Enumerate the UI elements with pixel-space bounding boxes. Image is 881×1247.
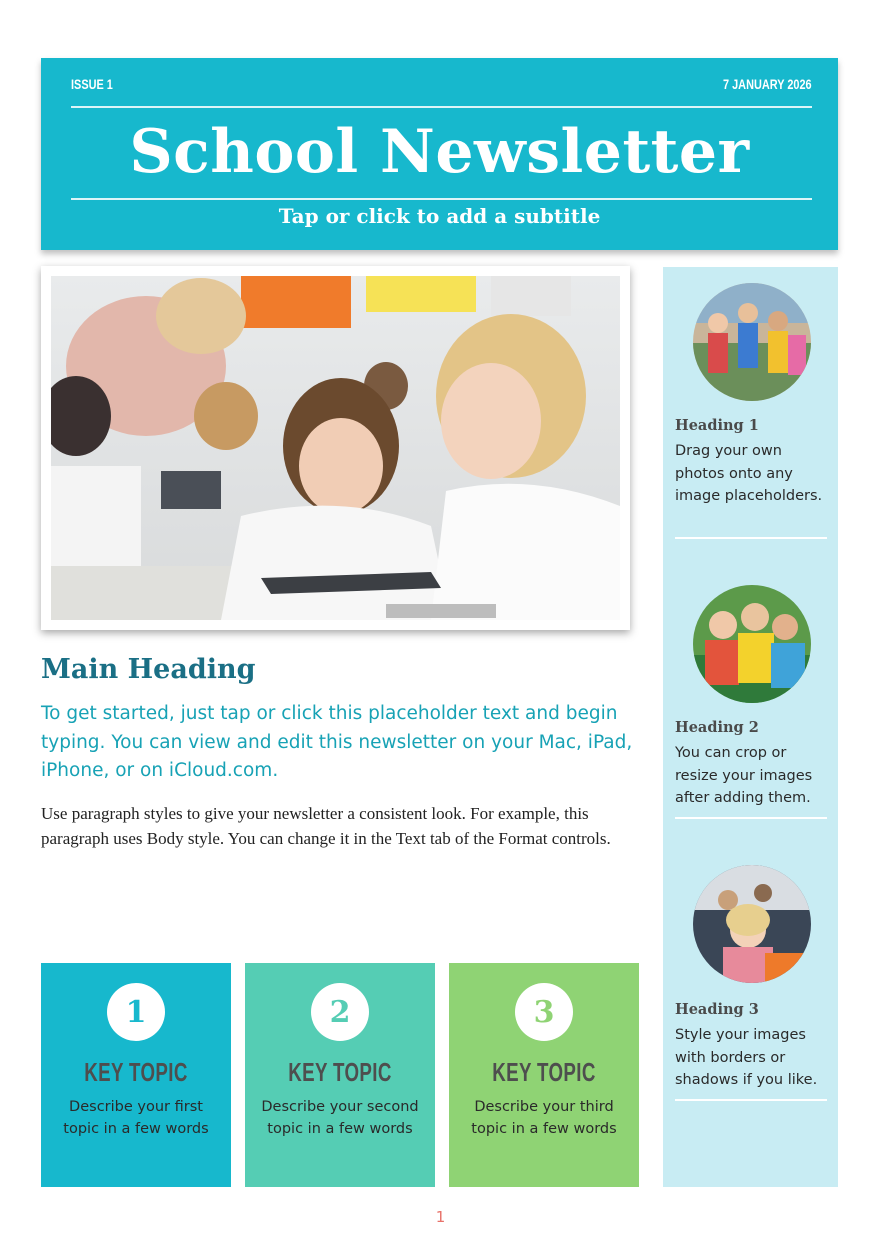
sidebar-divider-2 <box>675 817 827 819</box>
page-number: 1 <box>435 1208 446 1226</box>
sidebar-text-2[interactable]: You can crop or resize your images after adding them. <box>675 745 813 806</box>
main-heading[interactable]: Main Heading <box>41 654 256 685</box>
topic-title-3[interactable]: KEY TOPIC <box>492 1057 596 1087</box>
sidebar-text-1[interactable]: Drag your own photos onto any image placeholders. <box>675 443 823 504</box>
key-topic-3[interactable] <box>449 963 639 1187</box>
topic-title-1[interactable]: KEY TOPIC <box>84 1057 188 1087</box>
topic-number-2: 2 <box>311 983 369 1041</box>
issue-date[interactable]: 7 JANUARY 2026 <box>723 76 812 92</box>
kids-playground-photo <box>693 585 811 703</box>
sidebar-divider-3 <box>675 1099 827 1101</box>
sidebar-text-3[interactable]: Style your images with borders or shadows if you like. <box>675 1027 818 1088</box>
classroom-student-photo <box>693 865 811 983</box>
key-topic-2[interactable] <box>245 963 435 1187</box>
classroom-photo <box>51 276 620 620</box>
topic-description-3[interactable]: Describe your third topic in a few words <box>471 1099 617 1137</box>
sidebar-photo-3[interactable] <box>693 865 811 983</box>
topic-description-2[interactable]: Describe your second topic in a few words <box>261 1099 419 1137</box>
sidebar-divider-1 <box>675 537 827 539</box>
topic-description-1[interactable]: Describe your first topic in a few words <box>63 1099 209 1137</box>
masthead-bottom-rule <box>71 198 812 200</box>
sidebar-photo-1[interactable] <box>693 283 811 401</box>
sidebar-heading-3[interactable]: Heading 3 <box>675 1001 759 1018</box>
kids-group-photo <box>693 283 811 401</box>
sidebar <box>663 267 838 1187</box>
main-body-text[interactable]: Use paragraph styles to give your newsletter a consistent look. For example, this paragraph uses Body style. You can change it in the Text tab of the Format controls. <box>41 804 611 848</box>
sidebar-heading-2[interactable]: Heading 2 <box>675 719 759 736</box>
sidebar-heading-1[interactable]: Heading 1 <box>675 417 759 434</box>
key-topic-1[interactable] <box>41 963 231 1187</box>
main-intro-text[interactable]: To get started, just tap or click this placeholder text and begin typing. You can view and edit this newsletter on your Mac, iPad, iPhone, or on iCloud.com. <box>41 703 633 781</box>
topic-number-3: 3 <box>515 983 573 1041</box>
issue-label[interactable]: ISSUE 1 <box>71 76 113 92</box>
topic-number-1: 1 <box>107 983 165 1041</box>
newsletter-title[interactable]: School Newsletter <box>129 117 750 187</box>
sidebar-photo-2[interactable] <box>693 585 811 703</box>
masthead <box>41 58 838 250</box>
masthead-top-rule <box>71 106 812 108</box>
newsletter-subtitle[interactable]: Tap or click to add a subtitle <box>278 204 601 228</box>
topic-title-2[interactable]: KEY TOPIC <box>288 1057 392 1087</box>
main-photo-placeholder[interactable] <box>41 266 630 630</box>
